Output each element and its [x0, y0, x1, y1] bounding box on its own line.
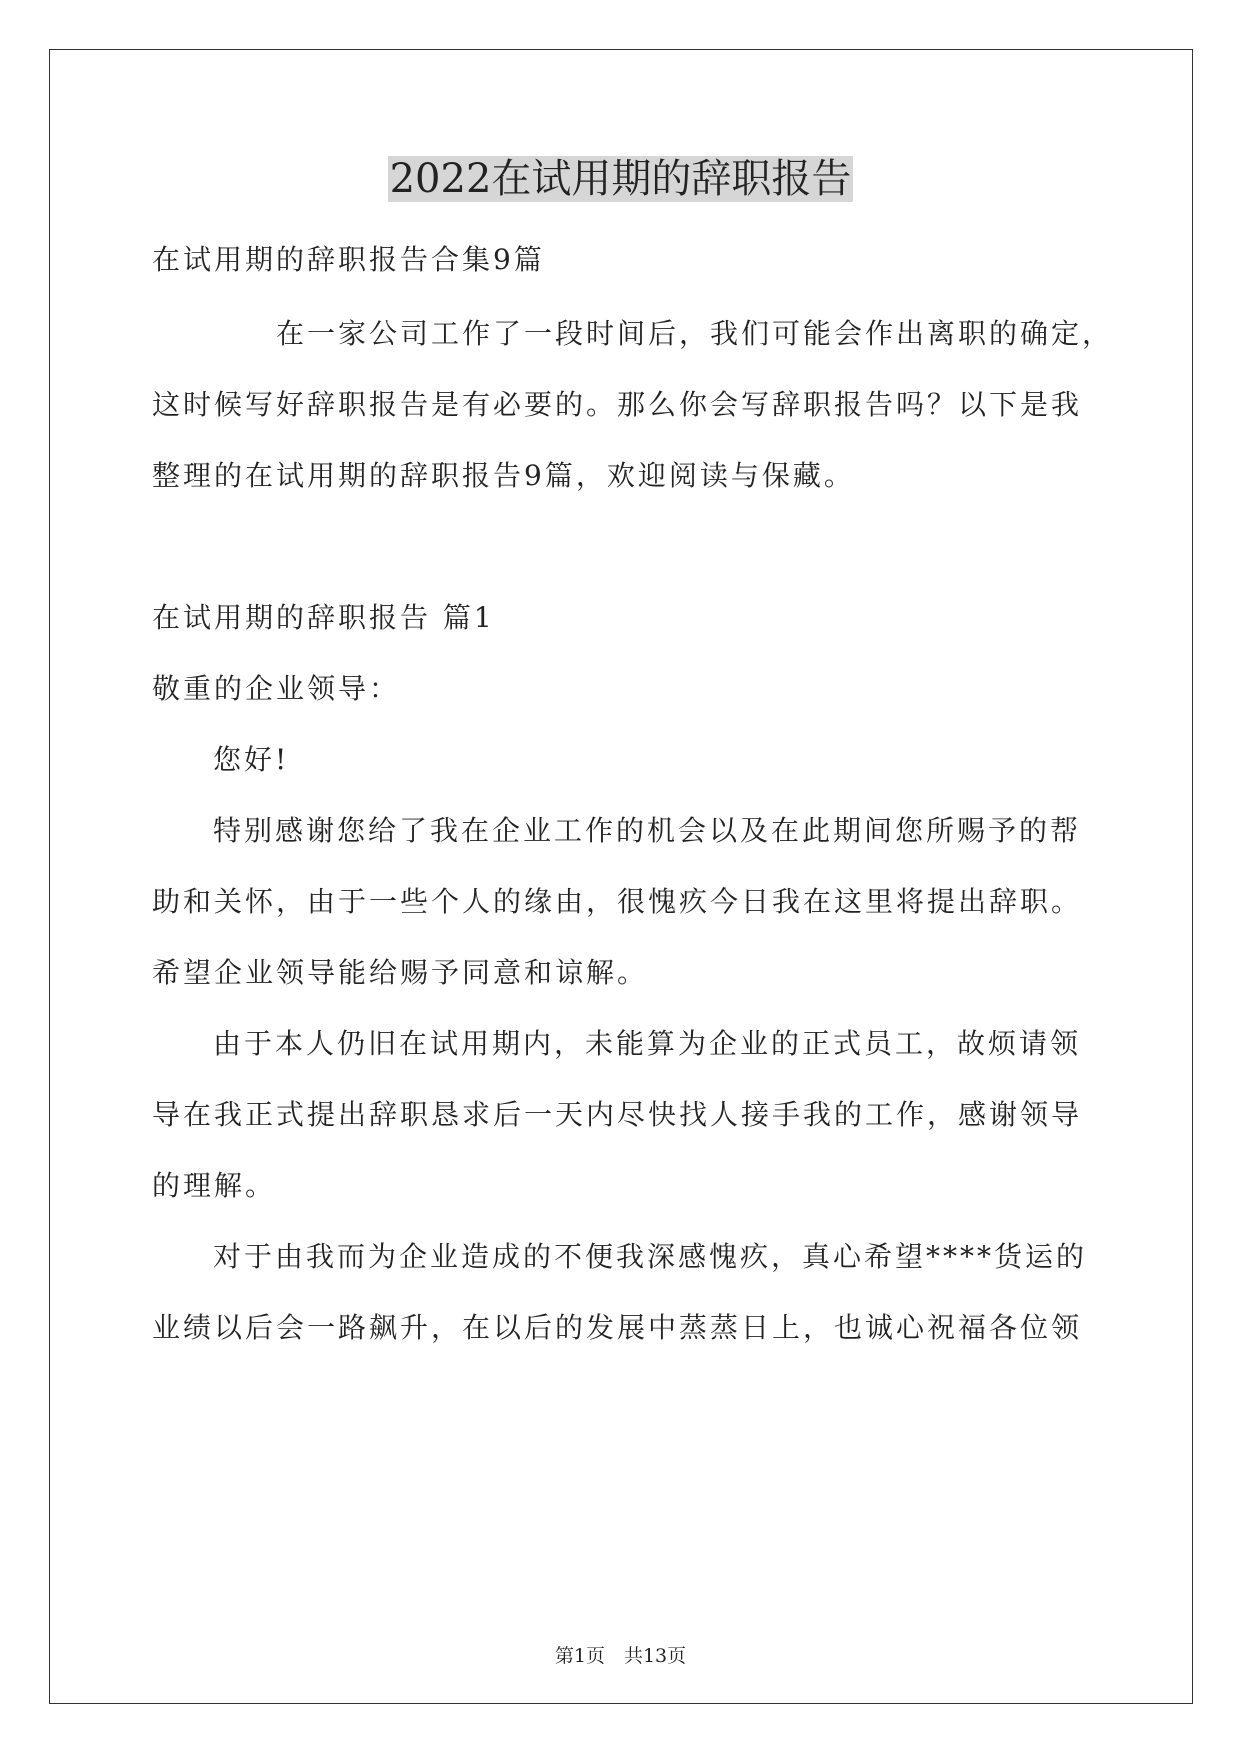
title-text: 2022在试用期的辞职报告 — [389, 156, 852, 202]
body-line: 业绩以后会一路飙升，在以后的发展中蒸蒸日上，也诚心祝福各位领 — [152, 1311, 1083, 1344]
body-line: 导在我正式提出辞职恳求后一天内尽快找人接手我的工作，感谢领导 — [152, 1098, 1083, 1131]
intro-line-1: 在一家公司工作了一段时间后，我们可能会作出离职的确定， — [276, 317, 1114, 350]
page-footer: 第1页 共13页 — [554, 1645, 687, 1667]
document-title — [0, 150, 1241, 208]
body-line: 助和关怀，由于一些个人的缘由，很愧疚今日我在这里将提出辞职。 — [152, 885, 1083, 918]
subtitle-line: 在试用期的辞职报告合集9篇 — [152, 243, 545, 276]
salutation-line: 敬重的企业领导： — [152, 672, 401, 705]
body-line: 由于本人仍旧在试用期内，未能算为企业的正式员工，故烦请领 — [213, 1027, 1082, 1060]
page-border — [49, 49, 1193, 1704]
body-line: 对于由我而为企业造成的不便我深感愧疚，真心希望****货运的 — [213, 1240, 1088, 1273]
section-heading: 在试用期的辞职报告 篇1 — [152, 601, 495, 634]
intro-line-3: 整理的在试用期的辞职报告9篇，欢迎阅读与保藏。 — [152, 459, 855, 492]
intro-line-2: 这时候写好辞职报告是有必要的。那么你会写辞职报告吗？以下是我 — [152, 388, 1083, 421]
greeting-line: 您好! — [213, 743, 290, 776]
body-line: 希望企业领导能给赐予同意和谅解。 — [152, 956, 649, 989]
body-line: 特别感谢您给了我在企业工作的机会以及在此期间您所赐予的帮 — [213, 814, 1082, 847]
body-line: 的理解。 — [152, 1169, 277, 1202]
